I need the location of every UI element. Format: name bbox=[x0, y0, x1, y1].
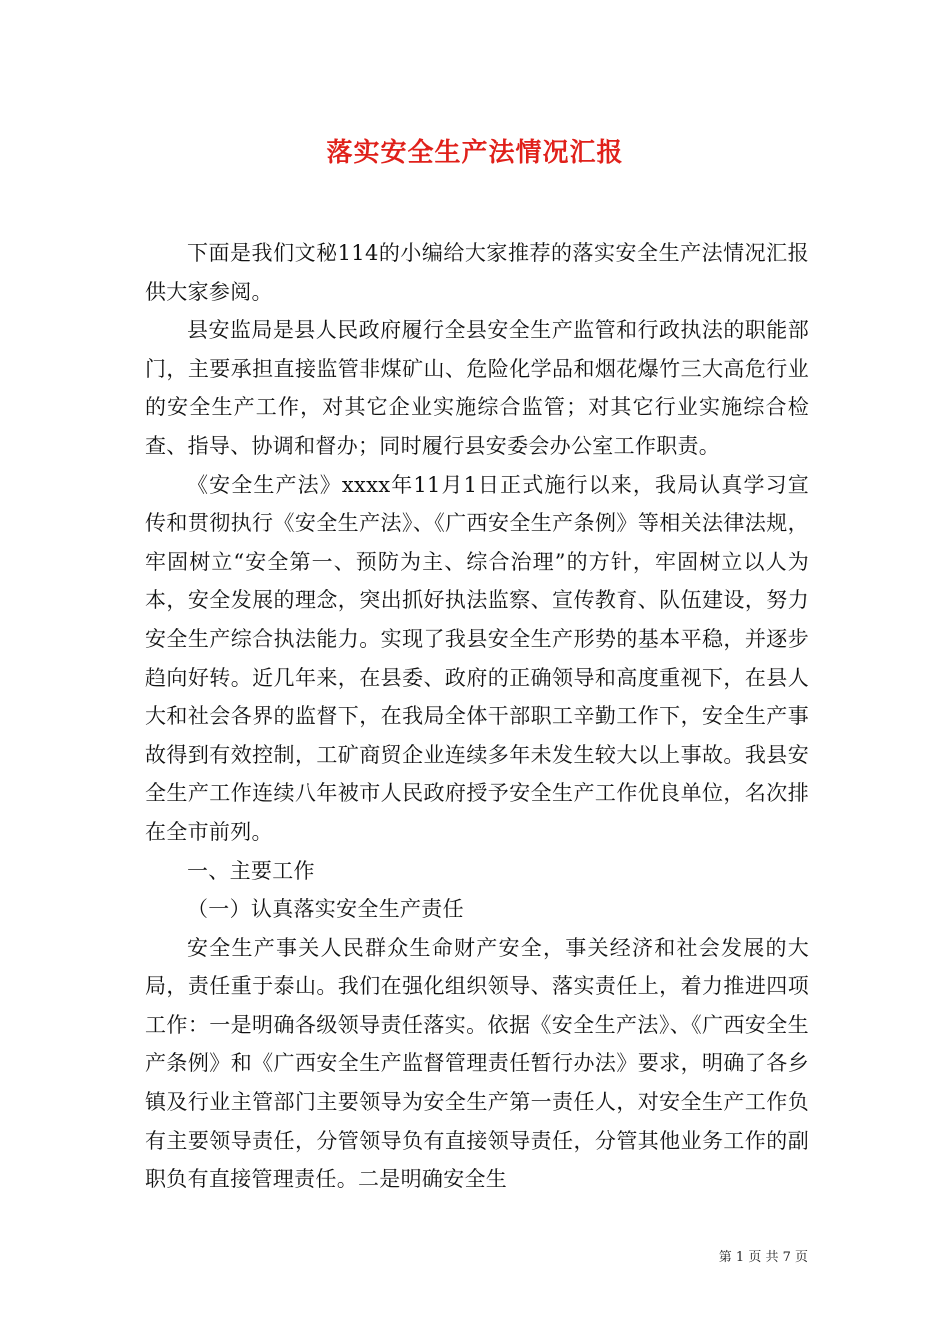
paragraph-responsibility: 安全生产事关人民群众生命财产安全，事关经济和社会发展的大局，责任重于泰山。我们在强化组织领导、落实责任上，着力推进四项工作：一是明确各级领导责任落实。依据《安全生产法》、《广西安全生产条例》和《广西安全生产监督管理责任暂行办法》要求，明确了各乡镇及行业主管部门主要领导为安全生产第一责任人，对安全生产工作负有主要领导责任，分管领导负有直接领导责任，分管其他业务工作的副职负有直接管理责任。二是明确安全生 bbox=[145, 935, 809, 1192]
section-heading-main-work: 一、主要工作 bbox=[187, 858, 315, 883]
document-title: 落实安全生产法情况汇报 bbox=[326, 138, 624, 168]
page-number: 第 1 页 共 7 页 bbox=[718, 1250, 808, 1265]
document-body bbox=[145, 234, 809, 1199]
paragraph-law-implementation: 《安全生产法》xxxx年11月1日正式施行以来，我局认真学习宣传和贯彻执行《安全生产法》、《广西安全生产条例》等相关法律法规，牢固树立“安全第一、预防为主、综合治理”的方针，牢固树立以人为本，安全发展的理念，突出抓好执法监察、宣传教育、队伍建设，努力安全生产综合执法能力。实现了我县安全生产形势的基本平稳，并逐步趋向好转。近几年来，在县委、政府的正确领导和高度重视下，在县人大和社会各界的监督下，在我局全体干部职工辛勤工作下，安全生产事故得到有效控制，工矿商贸企业连续多年未发生较大以上事故。我县安全生产工作连续八年被市人民政府授予安全生产工作优良单位，名次排在全市前列。 bbox=[145, 472, 809, 844]
paragraph-department-role: 县安监局是县人民政府履行全县安全生产监管和行政执法的职能部门，主要承担直接监管非煤矿山、危险化学品和烟花爆竹三大高危行业的安全生产工作，对其它企业实施综合监管；对其它行业实施综合检查、指导、协调和督办；同时履行县安委会办公室工作职责。 bbox=[145, 318, 809, 458]
paragraph-intro: 下面是我们文秘114的小编给大家推荐的落实安全生产法情况汇报供大家参阅。 bbox=[145, 241, 809, 304]
subsection-heading-responsibility: （一）认真落实安全生产责任 bbox=[187, 897, 464, 922]
